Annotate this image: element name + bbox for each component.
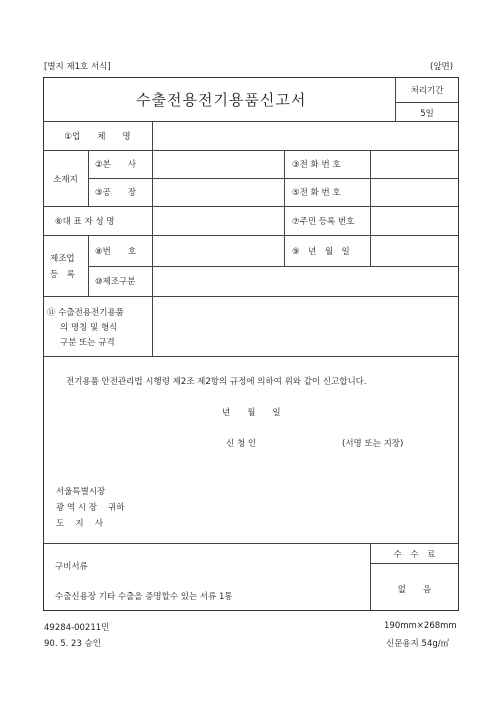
manufacture-class-label: ⑩제조구분 — [95, 277, 136, 287]
location-label: 소재지 — [53, 175, 78, 185]
row-divider — [43, 206, 459, 207]
col-divider — [152, 121, 153, 356]
processing-period-label: 처리기간 — [410, 86, 444, 96]
registration-date-label: ⑨ 년 월 일 — [292, 247, 350, 257]
date-line: 년 월 일 — [222, 408, 281, 418]
approval-date: 90. 5. 23 승인 — [44, 639, 101, 649]
head-office-label: ②본 사 — [95, 160, 137, 170]
form-code: 49284-00211민 — [44, 623, 110, 633]
applicant-label: 신 청 인 — [226, 439, 257, 449]
declaration-text: 전기용품 안전관리법 시행령 제2조 제2항의 규정에 의하여 위와 같이 신고합니다. — [66, 377, 367, 387]
row-divider — [43, 543, 459, 544]
authority-line-2: 광 역 시 장 귀하 — [56, 503, 125, 513]
factory-label: ③공 장 — [95, 188, 137, 198]
company-name-label: ①업 체 명 — [64, 132, 131, 142]
required-documents-label: 구비서류 — [55, 562, 88, 572]
required-documents-value: 수출신용장 기타 수출을 증명할수 있는 서류 1통 — [55, 592, 233, 602]
row-divider — [43, 296, 459, 297]
col-divider — [370, 150, 371, 266]
paper-size: 190mm×268mm — [384, 621, 457, 631]
signature-note: (서명 또는 지장) — [342, 439, 404, 449]
resident-number-label: ⑦주민 등록 번호 — [292, 217, 355, 227]
form-number: [별지 제1호 서식] — [44, 62, 111, 72]
form-title: 수출전용전기용품신고서 — [136, 91, 307, 109]
page-side: (앞면) — [430, 62, 454, 72]
row-divider — [88, 178, 459, 179]
product-label-2: 의 명칭 및 형식 — [60, 323, 118, 333]
representative-name-label: ⑥대 표 자 성 명 — [55, 217, 115, 227]
row-divider — [43, 150, 459, 151]
paper-type: 신문용지 54g/㎡ — [386, 639, 450, 649]
row-divider — [88, 266, 459, 267]
registration-number-label: ⑧번 호 — [95, 247, 137, 257]
authority-line-3: 도 지 사 — [56, 519, 104, 529]
col-divider — [88, 150, 89, 206]
phone-1-label: ③전 화 번 호 — [292, 160, 341, 170]
col-divider — [88, 235, 89, 296]
authority-line-1: 서울특별시장 — [56, 487, 106, 497]
fee-value: 없 음 — [397, 585, 432, 595]
processing-period-value: 5일 — [420, 109, 434, 119]
maker-registration-label-1: 제조업 — [50, 254, 75, 264]
phone-2-label: ⑤전 화 번 호 — [292, 188, 341, 198]
fee-label: 수 수 료 — [393, 550, 436, 560]
col-divider — [284, 150, 285, 266]
product-label-1: ⑪ 수출전용전기용품 — [47, 308, 124, 318]
row-divider — [395, 102, 459, 103]
row-divider — [43, 235, 459, 236]
row-divider — [370, 563, 459, 564]
row-divider — [43, 121, 459, 122]
row-divider — [43, 356, 459, 357]
product-label-3: 구분 또는 규격 — [60, 338, 115, 348]
maker-registration-label-2: 등 록 — [50, 270, 75, 280]
